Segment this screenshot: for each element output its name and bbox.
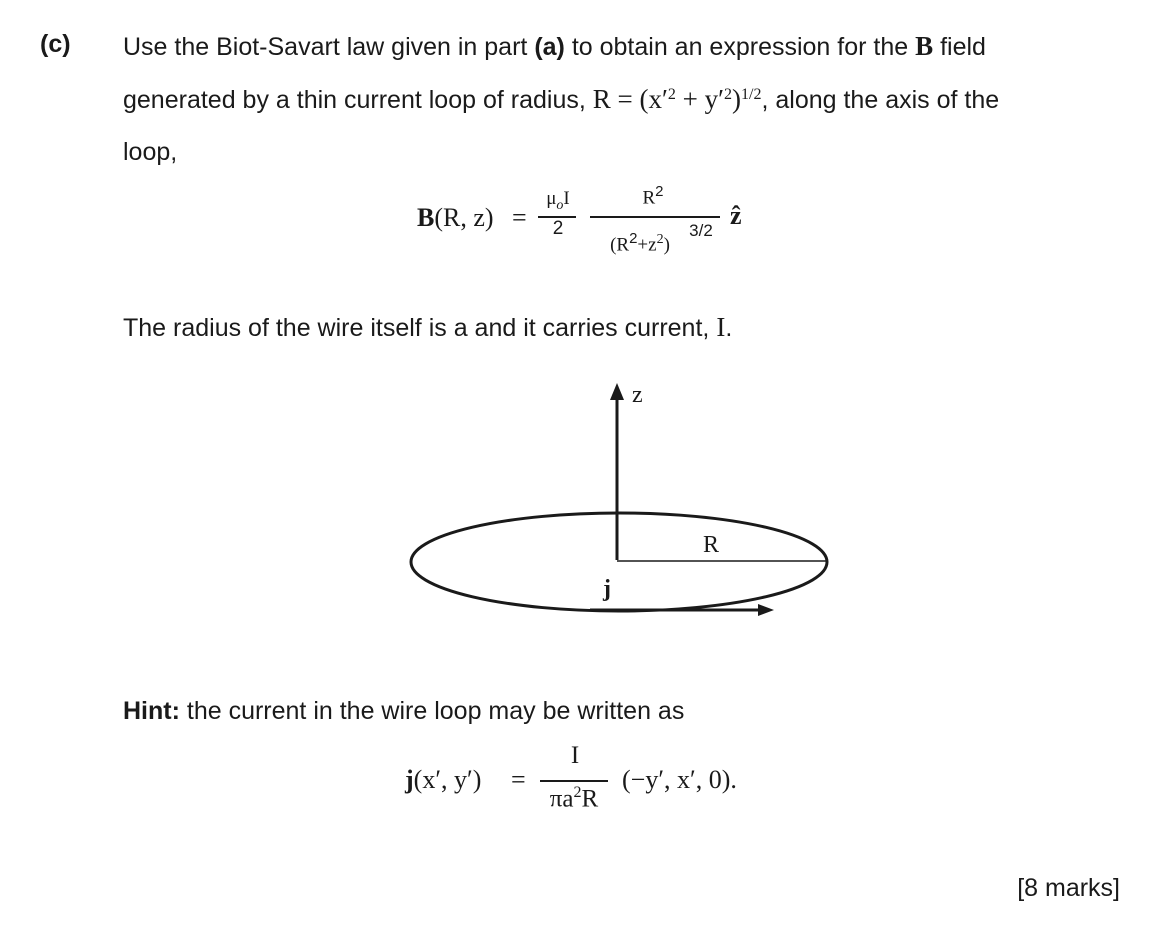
equation2-denominator: $\pi a^2R$ xyxy=(549,784,599,813)
radius-label: R xyxy=(703,532,720,558)
hint-text: Hint: the current in the wire loop may be written as xyxy=(123,697,685,725)
equation2-equals: = xyxy=(511,765,526,794)
current-loop-ellipse xyxy=(411,513,827,611)
question-line-3: loop, xyxy=(123,138,178,166)
z-unit-vector: ẑ xyxy=(730,201,742,230)
part-label: (c) xyxy=(40,30,71,58)
equation2-frac-line xyxy=(540,780,608,782)
question-line-1: Use the Biot-Savart law given in part (a) to obtain an expression for the B field xyxy=(123,31,986,61)
equation-lhs: B(R, z) xyxy=(417,203,494,232)
frac2-numerator: $R^2$ xyxy=(642,183,664,209)
current-density-label: j xyxy=(603,576,611,602)
z-axis-arrowhead xyxy=(610,383,624,400)
equation-equals: = xyxy=(512,203,527,232)
equation2-lhs: j(x′, y′) xyxy=(405,765,482,794)
equation2-rhs: (−y′, x′, 0). xyxy=(622,765,737,794)
equation2-numerator: I xyxy=(570,742,580,769)
frac1-numerator: $\mu_oI$ xyxy=(546,188,570,213)
frac2-exponent: 3/2 xyxy=(689,221,713,240)
marks-label: [8 marks] xyxy=(1017,874,1120,902)
wire-description: The radius of the wire itself is a and it carries current, I. xyxy=(123,312,733,342)
z-axis-label: z xyxy=(632,382,643,408)
current-arrowhead xyxy=(758,604,774,616)
frac1-denominator: 2 xyxy=(552,218,564,239)
question-line-2: generated by a thin current loop of radius, $R = (x'^2 + y'^2)^{1/2}$, along the axis of the xyxy=(123,84,1000,114)
frac2-denominator: $(R^2+z^2)$ xyxy=(610,230,670,256)
